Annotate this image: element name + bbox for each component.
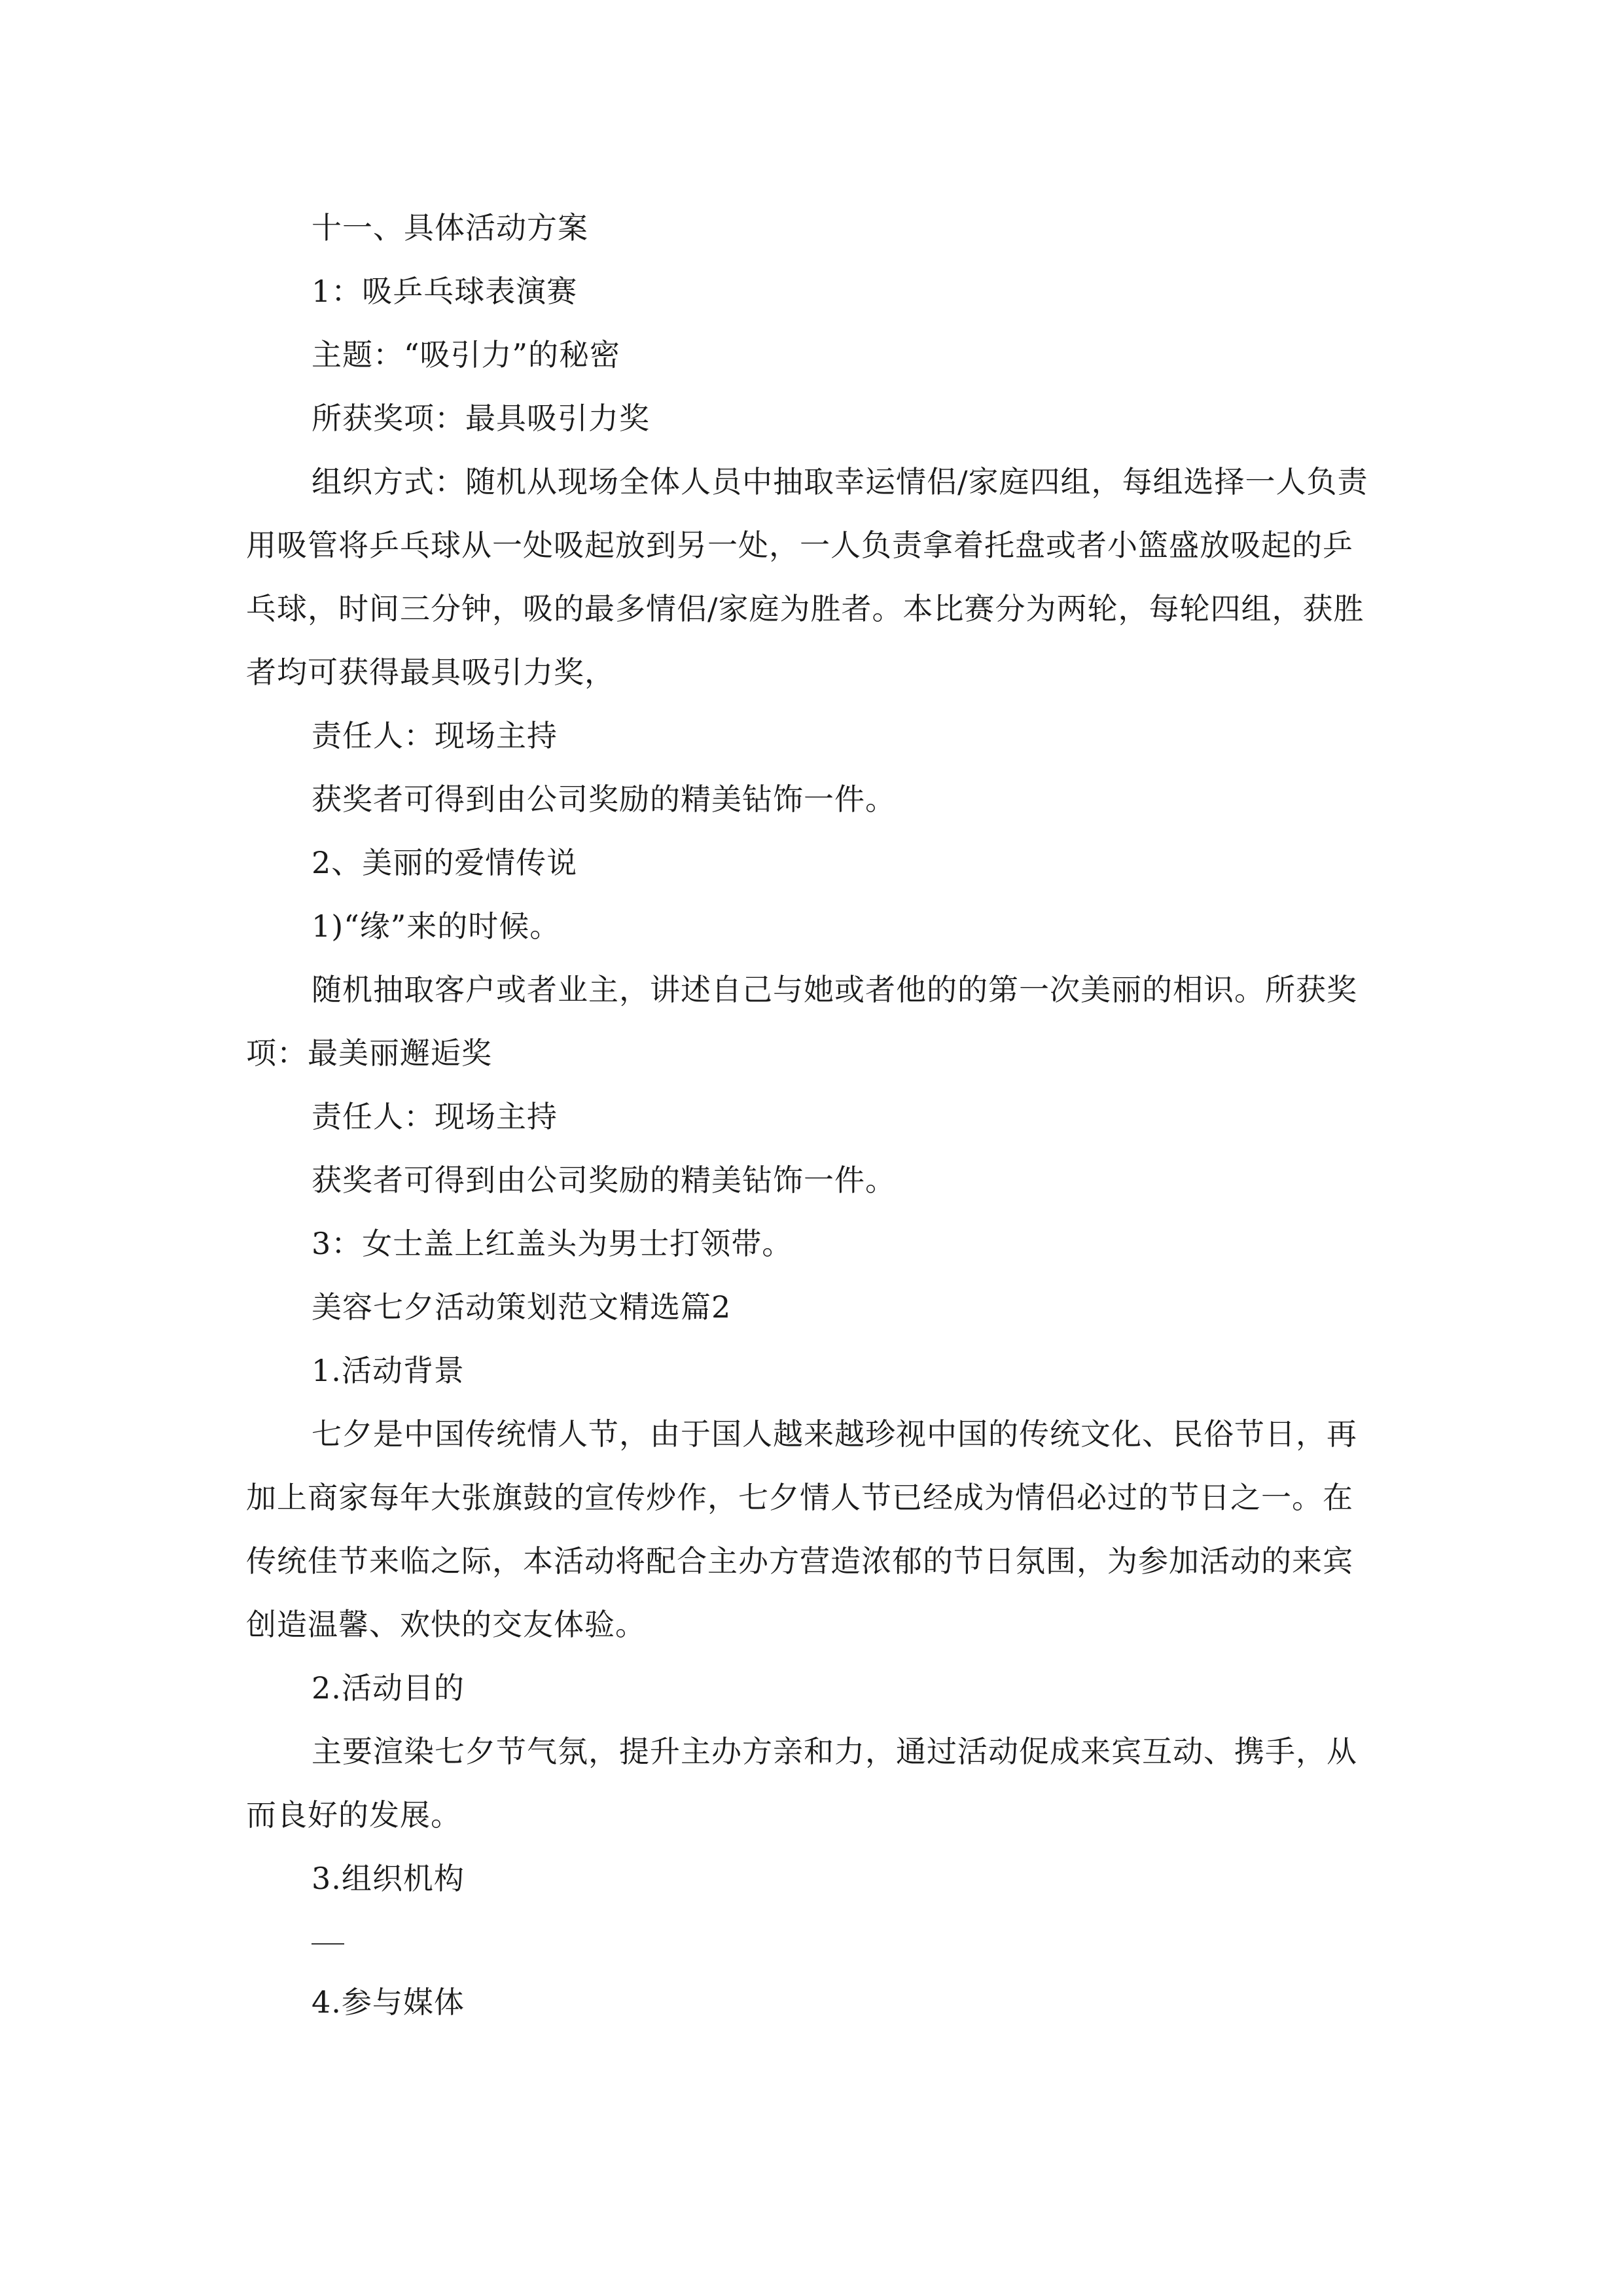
paragraph: 获奖者可得到由公司奖励的精美钻饰一件。 <box>312 1162 896 1198</box>
item-heading: 1.活动背景 <box>312 1353 465 1388</box>
paragraph: 主题：“吸引力”的秘密 <box>312 337 621 372</box>
item-heading: 2、美丽的爱情传说 <box>312 845 578 880</box>
item-heading: 4.参与媒体 <box>312 1984 465 2020</box>
item-heading: 3.组织机构 <box>312 1861 465 1896</box>
paragraph: 责任人：现场主持 <box>312 1099 558 1134</box>
item-heading: 3：女士盖上红盖头为男士打领带。 <box>312 1226 793 1261</box>
paragraph: 主要渲染七夕节气氛，提升主办方亲和力，通过活动促成来宾互动、携手，从而良好的发展。 <box>246 1734 1357 1833</box>
paragraph: 七夕是中国传统情人节，由于国人越来越珍视中国的传统文化、民俗节日，再加上商家每年大张旗鼓的宣传炒作，七夕情人节已经成为情侣必过的节日之一。在传统佳节来临之际，本活动将配合主办方营造浓郁的节日氛围，为参加活动的来宾创造温馨、欢快的交友体验。 <box>246 1416 1357 1642</box>
paragraph: 1)“缘”来的时候。 <box>312 908 561 944</box>
item-heading: 1：吸乒乓球表演赛 <box>312 274 578 309</box>
item-heading: 2.活动目的 <box>312 1670 465 1706</box>
paragraph: 获奖者可得到由公司奖励的精美钻饰一件。 <box>312 781 896 817</box>
paragraph: 所获奖项：最具吸引力奖 <box>312 401 650 436</box>
paragraph: 组织方式：随机从现场全体人员中抽取幸运情侣/家庭四组，每组选择一人负责用吸管将乒乓球从一处吸起放到另一处，一人负责拿着托盘或者小篮盛放吸起的乒乓球，时间三分钟，吸的最多情侣/家庭为胜者。本比赛分为两轮，每轮四组，获胜者均可获得最具吸引力奖， <box>246 464 1368 690</box>
paragraph: 随机抽取客户或者业主，讲述自己与她或者他的的第一次美丽的相识。所获奖项：最美丽邂逅奖 <box>246 972 1357 1071</box>
dash-divider <box>312 1943 344 1945</box>
document-body <box>246 196 1378 2034</box>
section-heading: 十一、具体活动方案 <box>312 210 588 245</box>
article-title: 美容七夕活动策划范文精选篇2 <box>312 1289 732 1325</box>
paragraph: 责任人：现场主持 <box>312 718 558 753</box>
